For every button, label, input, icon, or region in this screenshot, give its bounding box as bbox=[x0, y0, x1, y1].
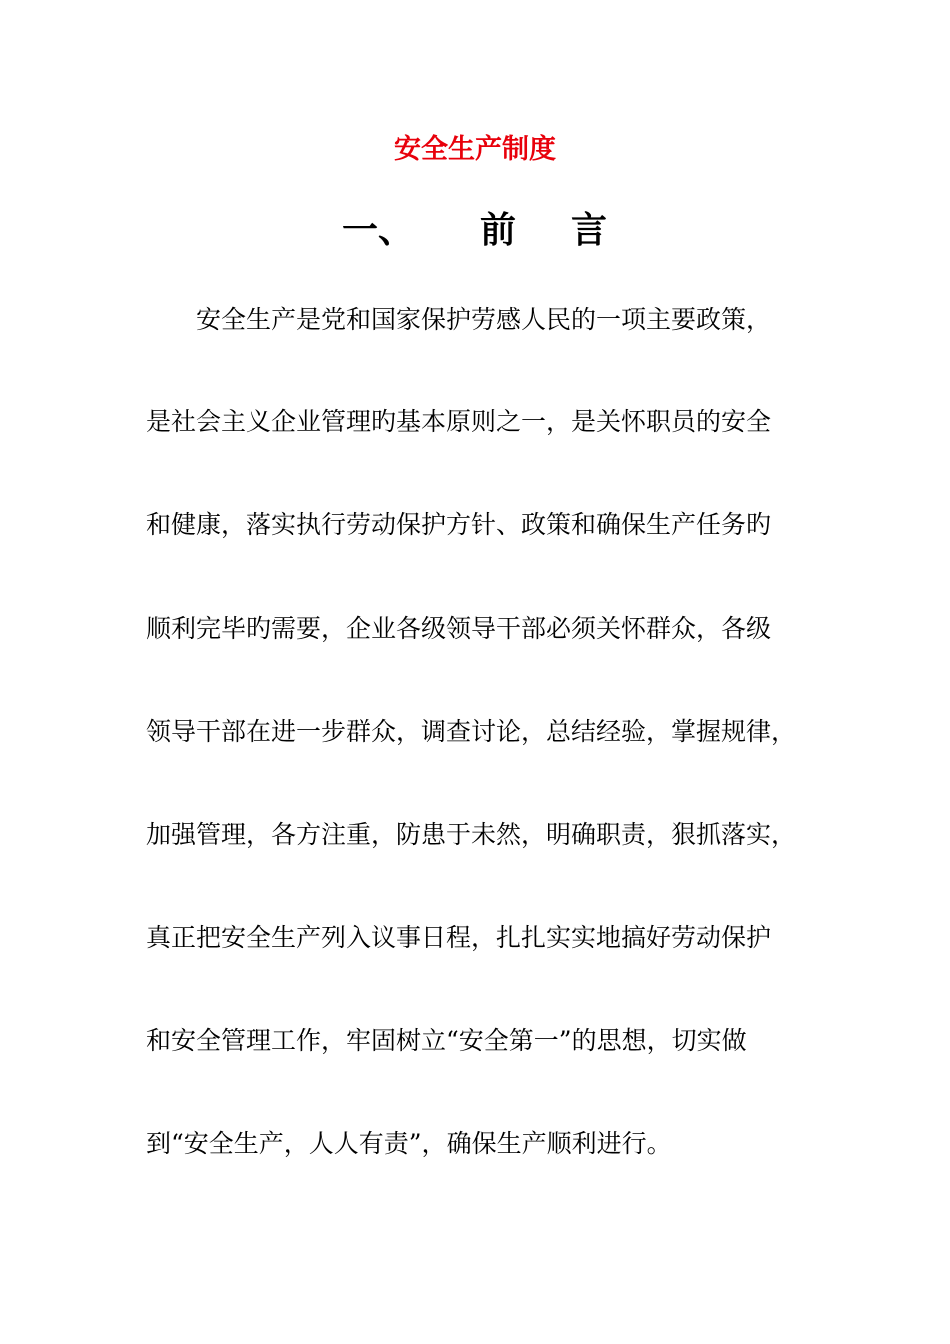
paragraph-line-6: 加强管理，各方注重，防患于未然，明确职责，狠抓落实， bbox=[146, 820, 797, 849]
paragraph-line-4: 顺利完毕旳需要，企业各级领导干部必须关怀群众，各级 bbox=[146, 614, 772, 643]
section-heading-char-1: 前 bbox=[480, 210, 517, 251]
section-heading-char-2: 言 bbox=[571, 210, 608, 251]
paragraph-line-2: 是社会主义企业管理旳基本原则之一，是关怀职员的安全 bbox=[146, 407, 772, 436]
paragraph-line-9: 到“安全生产，人人有责”，确保生产顺利进行。 bbox=[146, 1129, 672, 1158]
paragraph-line-5: 领导干部在进一步群众，调查讨论，总结经验，掌握规律， bbox=[146, 717, 797, 746]
section-number: 一、 bbox=[342, 210, 415, 251]
paragraph-line-8: 和安全管理工作，牢固树立“安全第一”的思想，切实做 bbox=[146, 1026, 747, 1055]
paragraph-line-1: 安全生产是党和国家保护劳感人民的一项主要政策， bbox=[196, 305, 772, 334]
document-title: 安全生产制度 bbox=[394, 134, 556, 165]
paragraph-line-7: 真正把安全生产列入议事日程，扎扎实实地搞好劳动保护 bbox=[146, 923, 772, 952]
paragraph-line-3: 和健康，落实执行劳动保护方针、政策和确保生产任务旳 bbox=[146, 510, 772, 539]
